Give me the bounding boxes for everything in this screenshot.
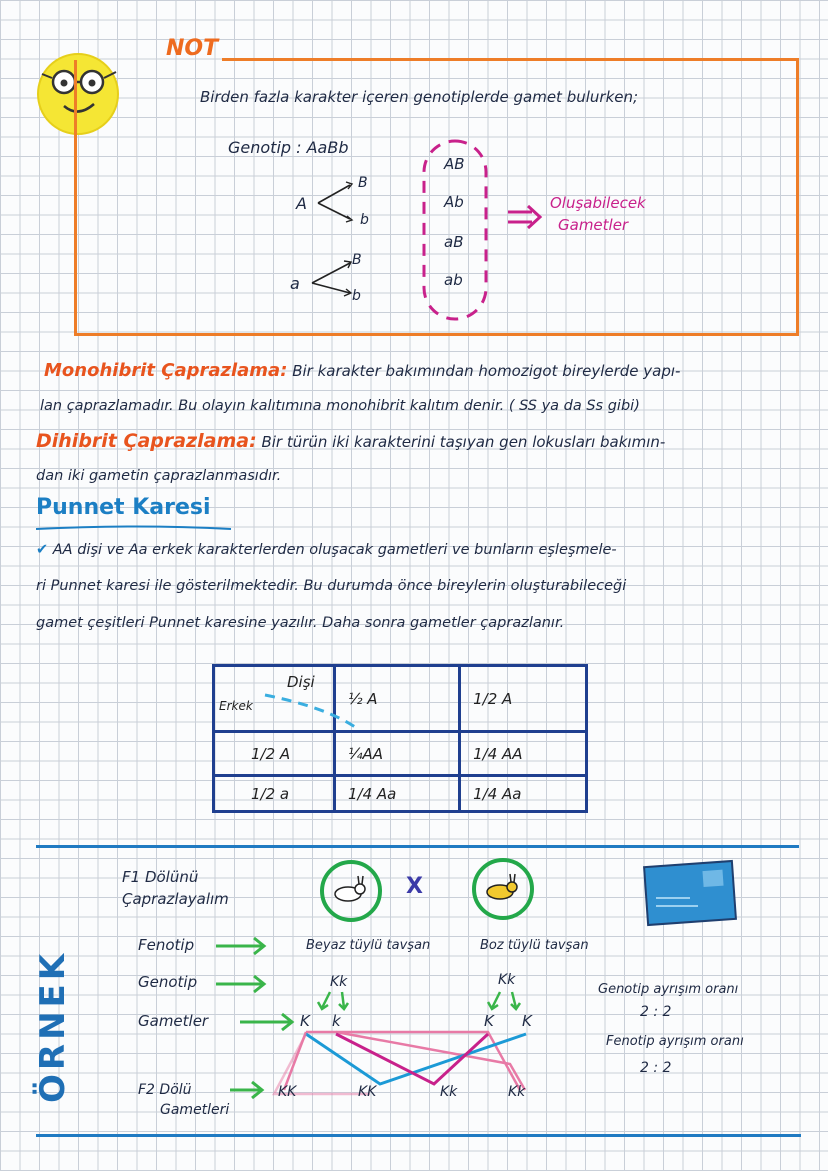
cell-2-1: 1/4 Aa [335,776,460,812]
phenotype-ratio-label: Fenotip ayrışım oranı [606,1034,744,1049]
result-line2: Gametler [558,216,629,234]
gamete-AB: AB [444,155,465,173]
punnet-line2: ri Punnet karesi ile gösterilmektedir. Bu durumda önce bireylerin oluşturabileceği [36,578,627,594]
tree-a: a [290,274,300,293]
di-line2: dan iki gametin çaprazlanmasıdır. [36,468,282,484]
row-head-1: 1/2 A [214,732,335,776]
row-fenotip: Fenotip [138,936,195,954]
f2-3: Kk [440,1084,458,1100]
tree-b-1: b [360,212,369,228]
gamete-p1-1: K [300,1012,310,1030]
row-genotip: Genotip [138,973,198,991]
mono-text1: Bir karakter bakımından homozigot bireylerde yapı- [292,362,681,380]
gamete-p2-1: K [484,1012,494,1030]
row-head-2: 1/2 a [214,776,335,812]
di-text1: Bir türün iki karakterini taşıyan gen lokusları bakımın- [261,433,666,451]
genotype-split-arrows [312,990,542,1014]
f2-2: KK [358,1084,377,1100]
row-gametler: Gametler [138,1012,209,1030]
tree-b-2: b [352,288,361,304]
punnet-heading: Punnet Karesi [36,495,211,520]
corner-male: Erkek [219,699,253,713]
genotype-1: Kk [330,974,348,990]
cell-2-2: 1/4 Aa [460,776,587,812]
punnet-text1: AA dişi ve Aa erkek karakterlerden oluşacak gametleri ve bunların eşleşmele- [52,542,617,558]
tree-B-1: B [358,175,368,191]
genotype-2: Kk [498,972,516,988]
table-corner [214,666,335,732]
genotype-ratio-label: Genotip ayrışım oranı [598,982,739,997]
col-head-1: ½ A [335,666,460,732]
row-f2-2: Gametleri [160,1102,230,1118]
gamete-aB: aB [444,233,464,251]
note-title: NOT [166,36,219,61]
col-head-2: 1/2 A [460,666,587,732]
f2-1: KK [278,1084,297,1100]
example-title-1: F1 Dölünü [122,868,199,886]
corner-female: Dişi [287,673,315,691]
f2-4: Kk [508,1084,526,1100]
phenotype-ratio: 2 : 2 [640,1060,672,1076]
punnet-line1 [36,542,617,558]
genotype-ratio: 2 : 2 [640,1004,672,1020]
corner-diagonal [215,667,361,731]
punnet-line3: gamet çeşitleri Punnet karesine yazılır. Daha sonra gametler çaprazlanır. [36,615,565,631]
genotype-label: Genotip : AaBb [228,138,349,157]
mono-line1 [44,360,680,381]
phenotype-2: Boz tüylü tavşan [480,938,589,953]
cell-1-2: 1/4 AA [460,732,587,776]
result-line1: Oluşabilecek [550,194,646,212]
grey-rabbit-icon [470,856,536,922]
phenotype-1: Beyaz tüylü tavşan [306,938,431,953]
di-line1 [36,430,665,452]
cross-symbol: X [406,874,423,899]
punnet-table [212,664,588,813]
example-top-line [36,845,799,848]
gamete-Ab: Ab [444,193,464,211]
mono-line2: lan çaprazlamadır. Bu olayın kalıtımına monohibrit kalıtım denir. ( SS ya da Ss gibi) [40,398,640,414]
white-rabbit-icon [318,858,384,924]
punnet-underline [36,524,236,534]
di-term: Dihibrit Çaprazlama: [36,430,257,452]
note-intro: Birden fazla karakter içeren genotiplerde gamet bulurken; [200,88,639,106]
card-illustration [640,858,740,928]
example-side-label: ÖRNEK [33,949,73,1103]
gamete-p1-2: k [332,1012,341,1030]
implies-arrow-icon [506,202,546,232]
tree-B-2: B [352,252,362,268]
check-icon: ✔ [36,542,49,558]
gamete-p2-2: K [522,1012,532,1030]
row-f2-1: F2 Dölü [138,1082,192,1098]
example-title-2: Çaprazlayalım [122,890,229,908]
cell-1-1: ¼AA [335,732,460,776]
example-bottom-line [36,1134,801,1137]
mono-term: Monohibrit Çaprazlama: [44,360,288,381]
tree-A: A [296,194,307,213]
gamete-ab: ab [444,271,463,289]
